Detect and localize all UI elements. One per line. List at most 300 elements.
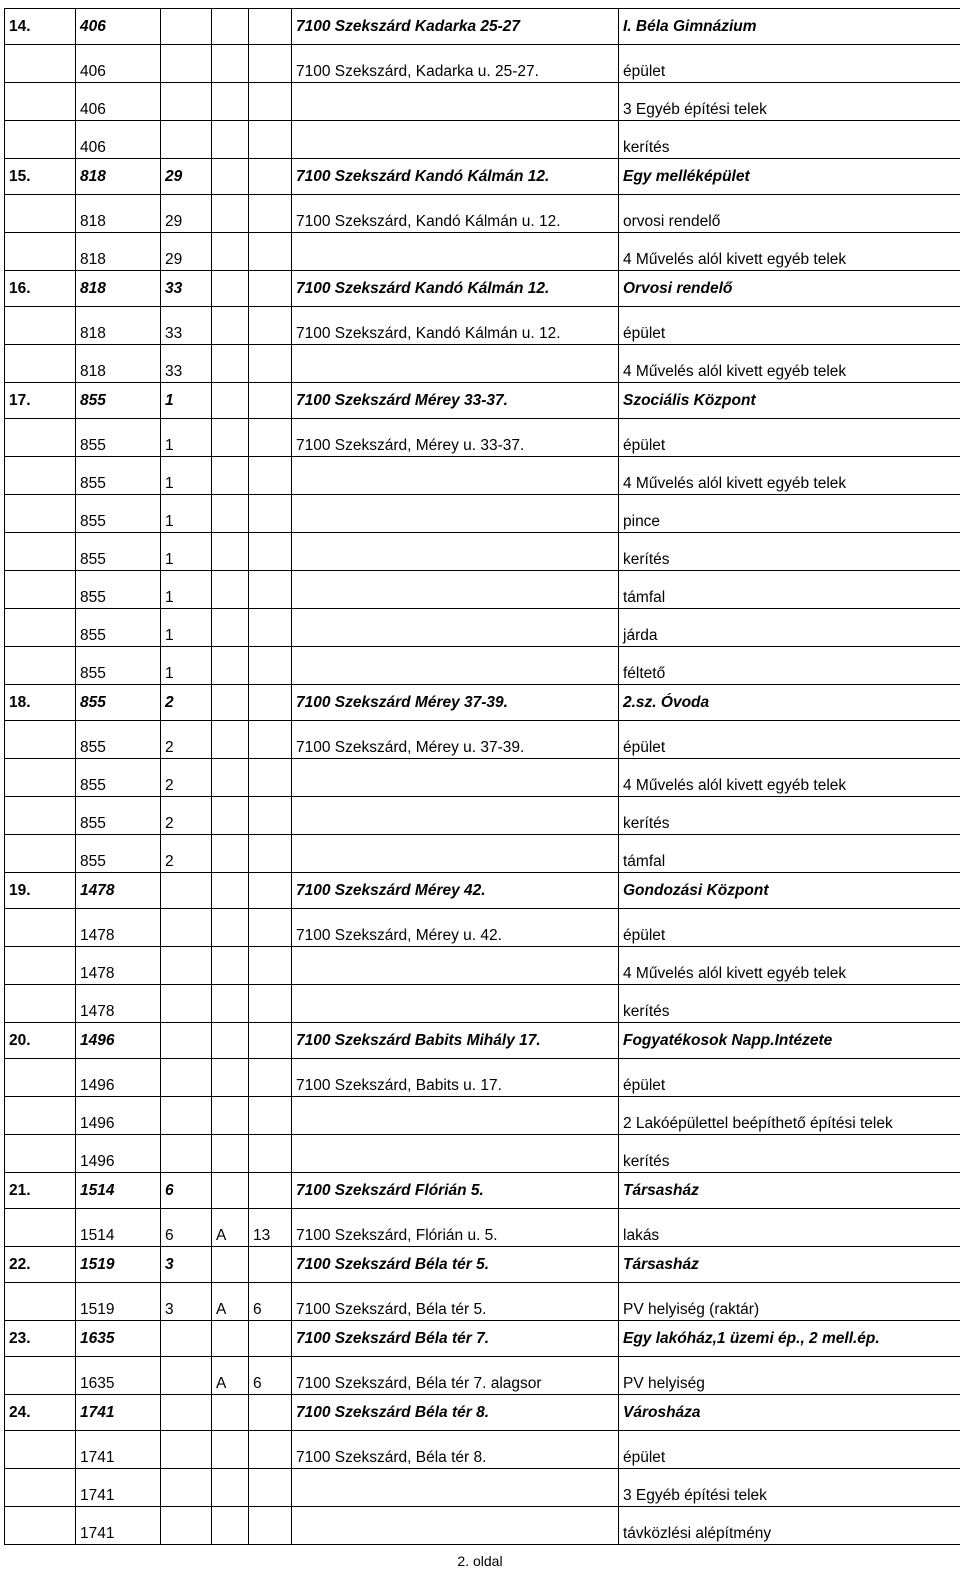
lot-number-cell: 855	[76, 457, 161, 495]
property-header-row	[5, 1023, 960, 1059]
address-cell: 7100 Szekszárd Kandó Kálmán 12.	[292, 271, 619, 307]
address-cell	[292, 947, 619, 985]
property-detail-row	[5, 45, 960, 83]
property-table-container	[4, 8, 954, 1545]
description-cell: PV helyiség	[619, 1357, 960, 1395]
property-detail-row	[5, 759, 960, 797]
sublot-cell: 1	[161, 457, 212, 495]
description-cell: épület	[619, 721, 960, 759]
unit-cell	[249, 457, 292, 495]
description-cell: Társasház	[619, 1247, 960, 1283]
sublot-cell	[161, 947, 212, 985]
lot-number-cell: 406	[76, 9, 161, 45]
lot-number-cell: 818	[76, 271, 161, 307]
building-cell	[212, 83, 249, 121]
lot-number-cell: 855	[76, 647, 161, 685]
building-cell	[212, 195, 249, 233]
property-detail-row	[5, 345, 960, 383]
property-header-row	[5, 873, 960, 909]
item-number-cell: 20.	[5, 1023, 76, 1059]
description-cell: 2.sz. Óvoda	[619, 685, 960, 721]
address-cell: 7100 Szekszárd, Kadarka u. 25-27.	[292, 45, 619, 83]
property-detail-row	[5, 1469, 960, 1507]
address-cell: 7100 Szekszárd, Mérey u. 33-37.	[292, 419, 619, 457]
item-number-cell	[5, 533, 76, 571]
lot-number-cell: 855	[76, 571, 161, 609]
building-cell	[212, 1059, 249, 1097]
property-detail-row	[5, 1135, 960, 1173]
description-cell: épület	[619, 1431, 960, 1469]
unit-cell	[249, 873, 292, 909]
item-number-cell	[5, 233, 76, 271]
lot-number-cell: 855	[76, 419, 161, 457]
lot-number-cell: 1741	[76, 1395, 161, 1431]
page-footer: 2. oldal	[457, 1553, 503, 1569]
description-cell: Szociális Központ	[619, 383, 960, 419]
unit-cell	[249, 909, 292, 947]
item-number-cell: 22.	[5, 1247, 76, 1283]
address-cell: 7100 Szekszárd Flórián 5.	[292, 1173, 619, 1209]
item-number-cell	[5, 495, 76, 533]
item-number-cell	[5, 457, 76, 495]
building-cell	[212, 9, 249, 45]
item-number-cell: 17.	[5, 383, 76, 419]
sublot-cell: 2	[161, 721, 212, 759]
unit-cell	[249, 1059, 292, 1097]
address-cell: 7100 Szekszárd, Flórián u. 5.	[292, 1209, 619, 1247]
building-cell	[212, 985, 249, 1023]
address-cell	[292, 647, 619, 685]
description-cell: járda	[619, 609, 960, 647]
lot-number-cell: 1635	[76, 1357, 161, 1395]
sublot-cell	[161, 1023, 212, 1059]
address-cell	[292, 495, 619, 533]
building-cell	[212, 121, 249, 159]
unit-cell	[249, 1173, 292, 1209]
property-detail-row	[5, 1357, 960, 1395]
sublot-cell	[161, 121, 212, 159]
property-detail-row	[5, 495, 960, 533]
lot-number-cell: 1496	[76, 1059, 161, 1097]
building-cell	[212, 495, 249, 533]
unit-cell	[249, 533, 292, 571]
item-number-cell	[5, 307, 76, 345]
property-detail-row	[5, 195, 960, 233]
unit-cell	[249, 383, 292, 419]
building-cell	[212, 1507, 249, 1545]
building-cell	[212, 307, 249, 345]
address-cell: 7100 Szekszárd Mérey 37-39.	[292, 685, 619, 721]
building-cell	[212, 383, 249, 419]
lot-number-cell: 818	[76, 159, 161, 195]
unit-cell	[249, 233, 292, 271]
item-number-cell	[5, 947, 76, 985]
item-number-cell	[5, 1283, 76, 1321]
address-cell	[292, 83, 619, 121]
address-cell: 7100 Szekszárd, Mérey u. 42.	[292, 909, 619, 947]
unit-cell	[249, 609, 292, 647]
lot-number-cell: 818	[76, 345, 161, 383]
building-cell	[212, 1135, 249, 1173]
sublot-cell	[161, 1507, 212, 1545]
address-cell: 7100 Szekszárd, Béla tér 7. alagsor	[292, 1357, 619, 1395]
lot-number-cell: 406	[76, 121, 161, 159]
description-cell: Orvosi rendelő	[619, 271, 960, 307]
address-cell: 7100 Szekszárd Béla tér 8.	[292, 1395, 619, 1431]
description-cell: kerítés	[619, 1135, 960, 1173]
property-detail-row	[5, 721, 960, 759]
property-detail-row	[5, 797, 960, 835]
item-number-cell	[5, 1135, 76, 1173]
lot-number-cell: 1478	[76, 873, 161, 909]
property-detail-row	[5, 571, 960, 609]
item-number-cell: 14.	[5, 9, 76, 45]
address-cell	[292, 797, 619, 835]
property-detail-row	[5, 121, 960, 159]
description-cell: támfal	[619, 571, 960, 609]
building-cell	[212, 1431, 249, 1469]
sublot-cell: 1	[161, 609, 212, 647]
address-cell: 7100 Szekszárd, Babits u. 17.	[292, 1059, 619, 1097]
address-cell: 7100 Szekszárd Kadarka 25-27	[292, 9, 619, 45]
unit-cell	[249, 647, 292, 685]
unit-cell	[249, 345, 292, 383]
sublot-cell	[161, 1357, 212, 1395]
property-header-row	[5, 271, 960, 307]
address-cell	[292, 121, 619, 159]
description-cell: távközlési alépítmény	[619, 1507, 960, 1545]
property-detail-row	[5, 1209, 960, 1247]
property-header-row	[5, 1321, 960, 1357]
sublot-cell: 33	[161, 345, 212, 383]
unit-cell	[249, 159, 292, 195]
unit-cell	[249, 419, 292, 457]
building-cell	[212, 685, 249, 721]
sublot-cell: 2	[161, 835, 212, 873]
lot-number-cell: 1635	[76, 1321, 161, 1357]
unit-cell	[249, 495, 292, 533]
lot-number-cell: 818	[76, 307, 161, 345]
address-cell: 7100 Szekszárd, Kandó Kálmán u. 12.	[292, 307, 619, 345]
address-cell	[292, 985, 619, 1023]
unit-cell	[249, 195, 292, 233]
address-cell: 7100 Szekszárd Kandó Kálmán 12.	[292, 159, 619, 195]
unit-cell	[249, 797, 292, 835]
item-number-cell	[5, 571, 76, 609]
address-cell	[292, 1469, 619, 1507]
property-detail-row	[5, 83, 960, 121]
sublot-cell	[161, 1395, 212, 1431]
description-cell: épület	[619, 909, 960, 947]
unit-cell	[249, 1321, 292, 1357]
description-cell: épület	[619, 419, 960, 457]
sublot-cell: 2	[161, 759, 212, 797]
item-number-cell	[5, 1097, 76, 1135]
sublot-cell: 6	[161, 1209, 212, 1247]
building-cell	[212, 159, 249, 195]
item-number-cell	[5, 121, 76, 159]
item-number-cell	[5, 1059, 76, 1097]
unit-cell	[249, 271, 292, 307]
address-cell: 7100 Szekszárd, Béla tér 5.	[292, 1283, 619, 1321]
property-detail-row	[5, 609, 960, 647]
building-cell	[212, 1469, 249, 1507]
item-number-cell	[5, 647, 76, 685]
property-detail-row	[5, 835, 960, 873]
address-cell	[292, 835, 619, 873]
property-detail-row	[5, 647, 960, 685]
address-cell	[292, 233, 619, 271]
address-cell	[292, 571, 619, 609]
item-number-cell	[5, 985, 76, 1023]
item-number-cell: 24.	[5, 1395, 76, 1431]
building-cell	[212, 759, 249, 797]
property-detail-row	[5, 1431, 960, 1469]
building-cell	[212, 1321, 249, 1357]
item-number-cell: 23.	[5, 1321, 76, 1357]
item-number-cell	[5, 1209, 76, 1247]
lot-number-cell: 1496	[76, 1135, 161, 1173]
unit-cell	[249, 1247, 292, 1283]
unit-cell	[249, 1431, 292, 1469]
unit-cell	[249, 1135, 292, 1173]
sublot-cell: 1	[161, 383, 212, 419]
building-cell	[212, 533, 249, 571]
unit-cell	[249, 759, 292, 797]
sublot-cell	[161, 1321, 212, 1357]
property-detail-row	[5, 1097, 960, 1135]
unit-cell	[249, 121, 292, 159]
building-cell	[212, 1173, 249, 1209]
property-detail-row	[5, 307, 960, 345]
sublot-cell	[161, 1469, 212, 1507]
description-cell: Egy lakóház,1 üzemi ép., 2 mell.ép.	[619, 1321, 960, 1357]
property-header-row	[5, 383, 960, 419]
unit-cell	[249, 9, 292, 45]
building-cell	[212, 647, 249, 685]
sublot-cell	[161, 1097, 212, 1135]
description-cell: épület	[619, 45, 960, 83]
property-detail-row	[5, 233, 960, 271]
item-number-cell	[5, 345, 76, 383]
description-cell: Városháza	[619, 1395, 960, 1431]
unit-cell	[249, 985, 292, 1023]
address-cell	[292, 609, 619, 647]
description-cell: 3 Egyéb építési telek	[619, 1469, 960, 1507]
lot-number-cell: 1741	[76, 1469, 161, 1507]
item-number-cell	[5, 1507, 76, 1545]
building-cell	[212, 1395, 249, 1431]
lot-number-cell: 1496	[76, 1023, 161, 1059]
item-number-cell	[5, 721, 76, 759]
item-number-cell	[5, 797, 76, 835]
sublot-cell: 1	[161, 495, 212, 533]
building-cell	[212, 947, 249, 985]
sublot-cell: 3	[161, 1247, 212, 1283]
lot-number-cell: 855	[76, 383, 161, 419]
description-cell: 3 Egyéb építési telek	[619, 83, 960, 121]
lot-number-cell: 1496	[76, 1097, 161, 1135]
description-cell: 4 Művelés alól kivett egyéb telek	[619, 345, 960, 383]
lot-number-cell: 1478	[76, 947, 161, 985]
address-cell: 7100 Szekszárd Babits Mihály 17.	[292, 1023, 619, 1059]
sublot-cell	[161, 909, 212, 947]
item-number-cell	[5, 1357, 76, 1395]
description-cell: kerítés	[619, 985, 960, 1023]
building-cell	[212, 609, 249, 647]
item-number-cell: 21.	[5, 1173, 76, 1209]
item-number-cell	[5, 195, 76, 233]
building-cell	[212, 233, 249, 271]
building-cell	[212, 571, 249, 609]
unit-cell: 6	[249, 1357, 292, 1395]
address-cell: 7100 Szekszárd Béla tér 5.	[292, 1247, 619, 1283]
description-cell: Egy melléképület	[619, 159, 960, 195]
description-cell: orvosi rendelő	[619, 195, 960, 233]
property-header-row	[5, 1395, 960, 1431]
building-cell	[212, 721, 249, 759]
address-cell: 7100 Szekszárd Mérey 42.	[292, 873, 619, 909]
unit-cell	[249, 307, 292, 345]
lot-number-cell: 406	[76, 83, 161, 121]
description-cell: Gondozási Központ	[619, 873, 960, 909]
unit-cell	[249, 1097, 292, 1135]
sublot-cell: 1	[161, 419, 212, 457]
description-cell: kerítés	[619, 533, 960, 571]
unit-cell	[249, 721, 292, 759]
building-cell	[212, 797, 249, 835]
address-cell	[292, 759, 619, 797]
lot-number-cell: 1514	[76, 1173, 161, 1209]
building-cell: A	[212, 1209, 249, 1247]
sublot-cell: 2	[161, 797, 212, 835]
property-detail-row	[5, 457, 960, 495]
sublot-cell	[161, 985, 212, 1023]
lot-number-cell: 406	[76, 45, 161, 83]
item-number-cell	[5, 83, 76, 121]
property-detail-row	[5, 1507, 960, 1545]
lot-number-cell: 855	[76, 609, 161, 647]
sublot-cell	[161, 873, 212, 909]
property-table	[4, 8, 960, 1545]
lot-number-cell: 818	[76, 195, 161, 233]
item-number-cell	[5, 45, 76, 83]
description-cell: 4 Művelés alól kivett egyéb telek	[619, 457, 960, 495]
building-cell	[212, 1247, 249, 1283]
sublot-cell: 1	[161, 647, 212, 685]
property-detail-row	[5, 419, 960, 457]
lot-number-cell: 1741	[76, 1507, 161, 1545]
property-table-body	[5, 9, 960, 1545]
item-number-cell	[5, 759, 76, 797]
lot-number-cell: 1478	[76, 909, 161, 947]
sublot-cell: 33	[161, 271, 212, 307]
description-cell: kerítés	[619, 797, 960, 835]
sublot-cell	[161, 1059, 212, 1097]
lot-number-cell: 1519	[76, 1283, 161, 1321]
item-number-cell: 19.	[5, 873, 76, 909]
building-cell: A	[212, 1357, 249, 1395]
sublot-cell: 1	[161, 571, 212, 609]
description-cell: I. Béla Gimnázium	[619, 9, 960, 45]
sublot-cell: 3	[161, 1283, 212, 1321]
description-cell: féltető	[619, 647, 960, 685]
sublot-cell	[161, 1431, 212, 1469]
address-cell	[292, 533, 619, 571]
lot-number-cell: 1514	[76, 1209, 161, 1247]
unit-cell	[249, 45, 292, 83]
sublot-cell	[161, 83, 212, 121]
property-header-row	[5, 685, 960, 721]
building-cell	[212, 909, 249, 947]
address-cell	[292, 345, 619, 383]
lot-number-cell: 855	[76, 685, 161, 721]
property-detail-row	[5, 1283, 960, 1321]
address-cell: 7100 Szekszárd, Kandó Kálmán u. 12.	[292, 195, 619, 233]
lot-number-cell: 818	[76, 233, 161, 271]
building-cell	[212, 271, 249, 307]
property-header-row	[5, 9, 960, 45]
sublot-cell: 6	[161, 1173, 212, 1209]
address-cell	[292, 457, 619, 495]
item-number-cell	[5, 1469, 76, 1507]
sublot-cell: 29	[161, 195, 212, 233]
unit-cell	[249, 571, 292, 609]
item-number-cell	[5, 1431, 76, 1469]
property-detail-row	[5, 533, 960, 571]
lot-number-cell: 855	[76, 835, 161, 873]
sublot-cell	[161, 1135, 212, 1173]
lot-number-cell: 855	[76, 797, 161, 835]
description-cell: 4 Művelés alól kivett egyéb telek	[619, 947, 960, 985]
unit-cell	[249, 835, 292, 873]
sublot-cell: 33	[161, 307, 212, 345]
item-number-cell	[5, 909, 76, 947]
building-cell: A	[212, 1283, 249, 1321]
address-cell	[292, 1507, 619, 1545]
building-cell	[212, 1023, 249, 1059]
item-number-cell: 15.	[5, 159, 76, 195]
address-cell	[292, 1097, 619, 1135]
description-cell: lakás	[619, 1209, 960, 1247]
lot-number-cell: 1741	[76, 1431, 161, 1469]
property-header-row	[5, 1247, 960, 1283]
sublot-cell: 2	[161, 685, 212, 721]
building-cell	[212, 873, 249, 909]
property-detail-row	[5, 947, 960, 985]
unit-cell	[249, 1023, 292, 1059]
unit-cell	[249, 685, 292, 721]
building-cell	[212, 345, 249, 383]
description-cell: 4 Művelés alól kivett egyéb telek	[619, 233, 960, 271]
description-cell: pince	[619, 495, 960, 533]
description-cell: kerítés	[619, 121, 960, 159]
item-number-cell	[5, 609, 76, 647]
lot-number-cell: 855	[76, 495, 161, 533]
unit-cell: 6	[249, 1283, 292, 1321]
property-detail-row	[5, 985, 960, 1023]
address-cell	[292, 1135, 619, 1173]
address-cell: 7100 Szekszárd Béla tér 7.	[292, 1321, 619, 1357]
description-cell: épület	[619, 1059, 960, 1097]
item-number-cell: 16.	[5, 271, 76, 307]
address-cell: 7100 Szekszárd, Béla tér 8.	[292, 1431, 619, 1469]
sublot-cell	[161, 9, 212, 45]
sublot-cell: 29	[161, 233, 212, 271]
building-cell	[212, 45, 249, 83]
description-cell: támfal	[619, 835, 960, 873]
unit-cell	[249, 83, 292, 121]
